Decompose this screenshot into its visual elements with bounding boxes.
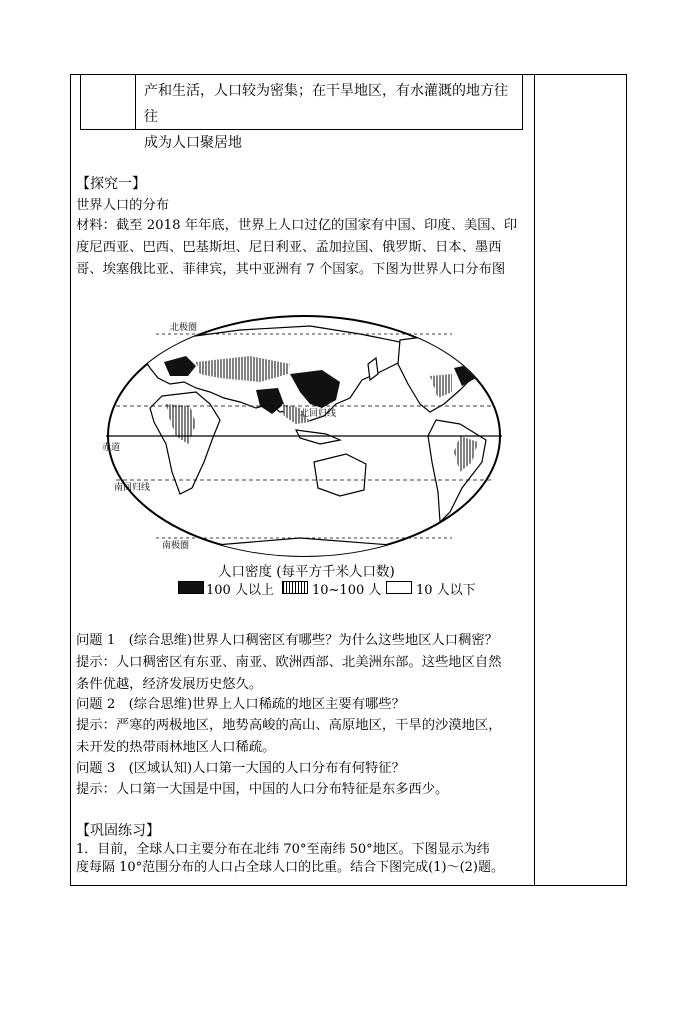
explore1-heading: 【探究一】 <box>76 176 146 192</box>
top-cell-line2: 成为人口聚居地 <box>144 135 242 151</box>
south-polar-label: 南极圈 <box>162 541 190 551</box>
question-1: 问题 1 (综合思维)世界人口稠密区有哪些？为什么这些地区人口稠密？ <box>76 633 498 648</box>
tropic-capricorn-label: 南回归线 <box>114 483 151 493</box>
practice-heading: 【巩固练习】 <box>76 823 160 839</box>
legend-label-dense: 100 人以上 <box>206 583 274 598</box>
world-population-map <box>100 312 508 560</box>
question-2: 问题 2 (综合思维)世界上人口稀疏的地区主要有哪些？ <box>76 697 405 712</box>
tropic-cancer-label: 北回归线 <box>300 409 337 419</box>
legend-label-medium: 10~100 人 <box>312 583 382 598</box>
top-cell-line1: 产和生活，人口较为密集；在干旱地区，有水灌溉的地方往往 <box>144 83 508 125</box>
legend-swatch-medium <box>282 581 308 594</box>
answer-2-line1: 提示：严寒的两极地区，地势高峻的高山、高原地区，干旱的沙漠地区， <box>76 718 502 733</box>
legend-swatch-sparse <box>386 581 412 594</box>
practice-line2: 度每隔 10°范围分布的人口占全球人口的比重。结合下图完成(1)～(2)题。 <box>76 860 505 875</box>
greenland-landmass <box>430 320 478 338</box>
right-column-divider <box>534 74 535 886</box>
map-legend <box>178 560 478 600</box>
explore1-subtitle: 世界人口的分布 <box>76 198 170 213</box>
answer-2-line2: 未开发的热带雨林地区人口稀疏。 <box>76 740 276 755</box>
australia-landmass <box>314 454 366 496</box>
top-inner-cell-divider <box>135 74 136 130</box>
equator-label: 赤道 <box>102 443 121 453</box>
answer-3: 提示：人口第一大国是中国，中国的人口分布特征是东多西少。 <box>76 782 449 797</box>
legend-label-sparse: 10 人以下 <box>416 583 476 598</box>
material-line2: 度尼西亚、巴西、巴基斯坦、尼日利亚、孟加拉国、俄罗斯、日本、墨西 <box>76 240 502 255</box>
material-line3: 哥、埃塞俄比亚、菲律宾，其中亚洲有 7 个国家。下图为世界人口分布图 <box>76 262 506 277</box>
material-line1: 材料：截至 2018 年年底，世界上人口过亿的国家有中国、印度、美国、印 <box>76 218 518 233</box>
question-3: 问题 3 (区域认知)人口第一大国的人口分布有何特征？ <box>76 761 405 776</box>
practice-line1: 1．目前，全球人口主要分布在北纬 70°至南纬 50°地区。下图显示为纬 <box>76 842 490 857</box>
legend-title: 人口密度 (每平方千米人口数) <box>218 564 395 580</box>
top-cell-text <box>144 78 520 156</box>
answer-1-line2: 条件优越，经济发展历史悠久。 <box>76 677 263 692</box>
legend-swatch-dense <box>178 581 204 594</box>
north-polar-label: 北极圈 <box>170 323 198 333</box>
answer-1-line1: 提示：人口稠密区有东亚、南亚、欧洲西部、北美洲东部。这些地区自然 <box>76 655 502 670</box>
